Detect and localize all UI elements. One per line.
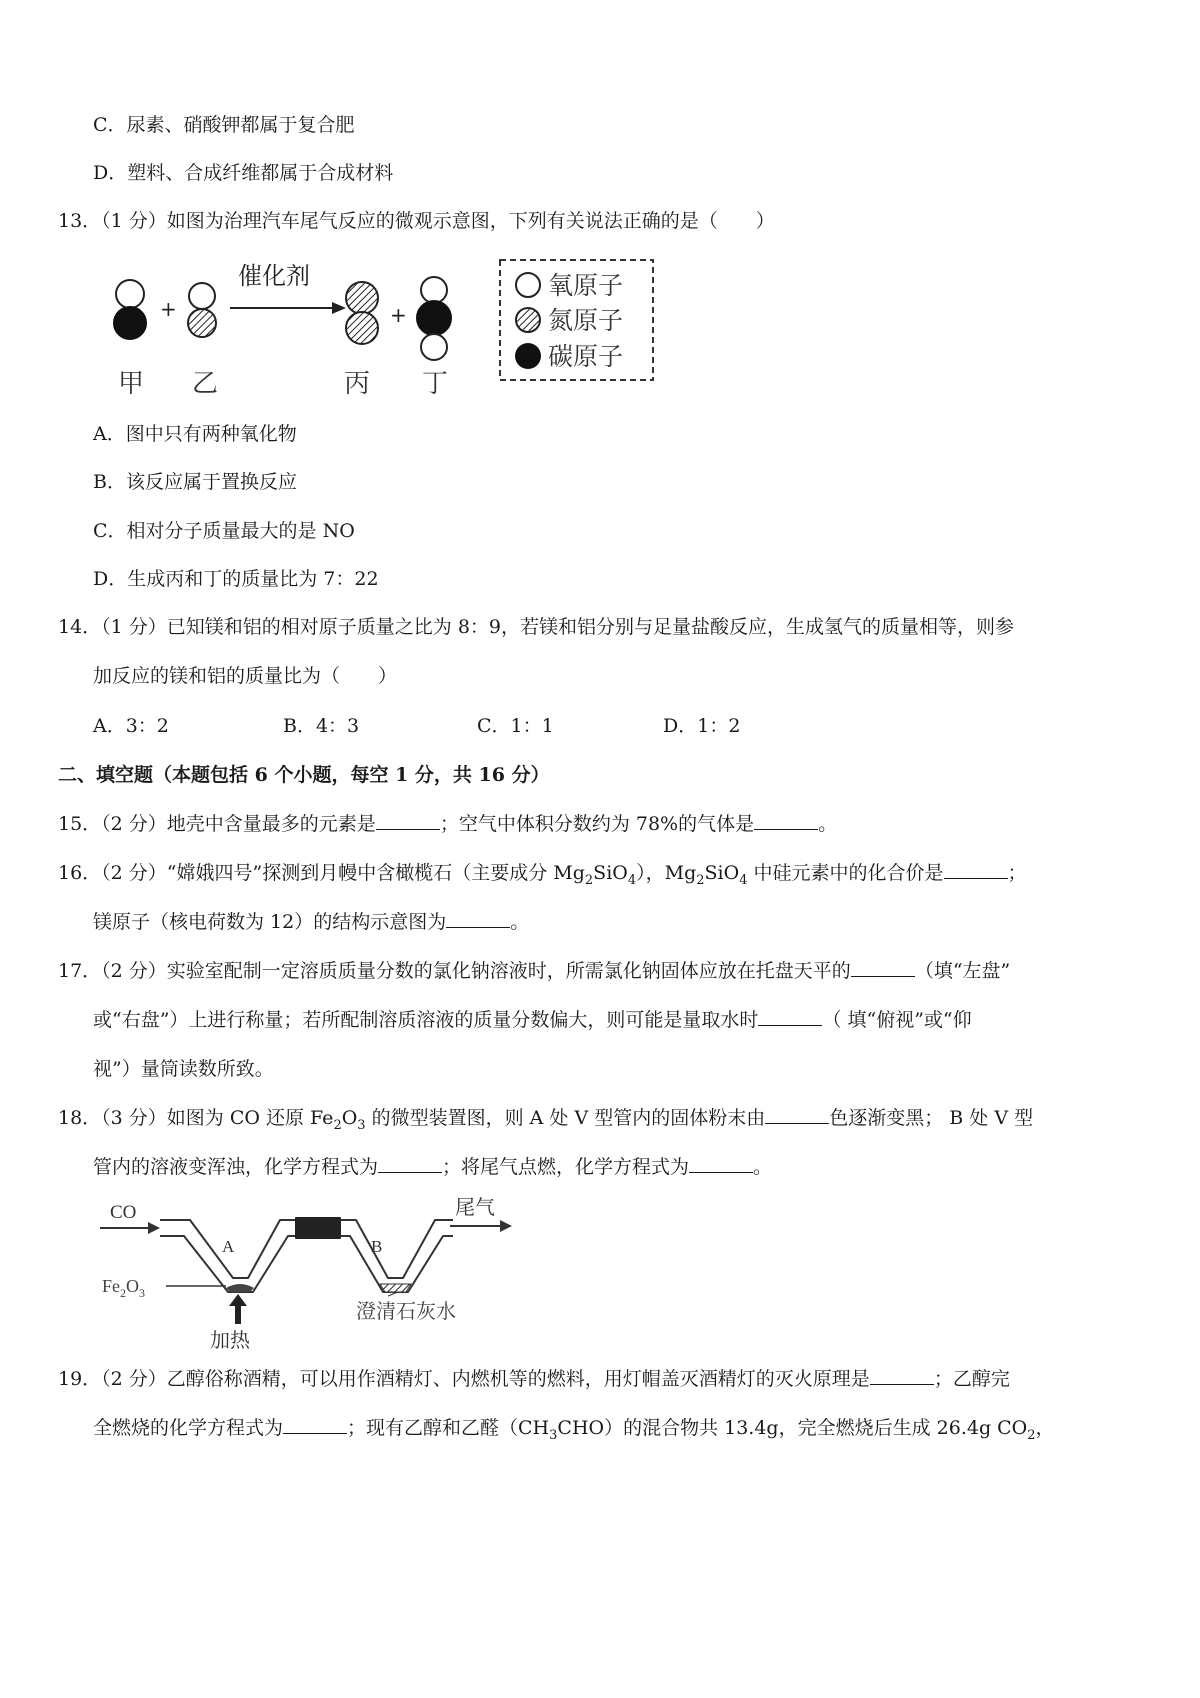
fe2o3-powder bbox=[226, 1284, 254, 1292]
q14-stem-line2: 加反应的镁和铝的质量比为（ ） bbox=[93, 665, 398, 687]
q17-line1: 17．（2 分）实验室配制一定溶质质量分数的氯化钠溶液时，所需氯化钠固体应放在托盘天平的 （填“左盘” bbox=[58, 960, 1011, 982]
label-ding: 丁 bbox=[422, 369, 449, 399]
label-bing: 丙 bbox=[344, 369, 371, 399]
molecule-bing bbox=[346, 282, 378, 344]
q14-option-a: A．3：2 bbox=[93, 715, 169, 737]
tail-gas-label: 尾气 bbox=[455, 1195, 495, 1219]
plus-sign: + bbox=[390, 303, 407, 327]
inlet-arrow bbox=[148, 1222, 160, 1234]
label-a: A bbox=[222, 1237, 235, 1256]
plus-sign: + bbox=[160, 297, 177, 321]
fe2o3-label: $Fe_2O_3$ bbox=[102, 1276, 145, 1300]
q13-option-c: C．相对分子质量最大的是 NO bbox=[93, 520, 355, 542]
q14-option-d: D．1：2 bbox=[663, 715, 741, 737]
q14-option-b: B．4：3 bbox=[283, 715, 360, 737]
q17-line2: 或“右盘”）上进行称量；若所配制溶质溶液的质量分数偏大，则可能是量取水时 （ 填“俯视”或“仰 bbox=[93, 1009, 972, 1031]
q13-option-d: D．生成丙和丁的质量比为 7：22 bbox=[93, 568, 379, 590]
q18-line1: 18．（3 分）如图为 CO 还原 $Fe_2O_3$ 的微型装置图，则 A 处 V 型管内的固体粉末由 色逐渐变黑； B 处 V 型 bbox=[58, 1107, 1034, 1133]
oxygen-atom bbox=[189, 283, 215, 309]
label-yi: 乙 bbox=[192, 369, 219, 399]
answer-blank[interactable] bbox=[378, 1154, 442, 1173]
legend-oxygen: 氧原子 bbox=[548, 271, 624, 300]
q14-option-c: C．1：1 bbox=[477, 715, 554, 737]
q15: 15．（2 分）地壳中含量最多的元素是 ；空气中体积分数约为 78%的气体是 。 bbox=[58, 813, 838, 835]
q19-line2: 全燃烧的化学方程式为 ；现有乙醇和乙醛$(CH_3CHO)$的混合物共 13.4g，完全燃烧后生成 26.4g $CO_2$， bbox=[93, 1417, 1055, 1443]
answer-blank[interactable] bbox=[758, 1007, 822, 1026]
q17-line3: 视”）量筒读数所致。 bbox=[93, 1058, 274, 1080]
co-reduction-apparatus-diagram bbox=[98, 1192, 528, 1352]
q13-stem: 13．（1 分）如图为治理汽车尾气反应的微观示意图，下列有关说法正确的是（ ） bbox=[58, 210, 775, 232]
answer-blank[interactable] bbox=[689, 1154, 753, 1173]
nitrogen-atom bbox=[346, 282, 378, 314]
legend-carbon: 碳原子 bbox=[548, 342, 624, 371]
q16-line1: 16．（2 分）“嫦娥四号”探测到月幔中含橄榄石（主要成分 $Mg_2SiO_4$），$Mg_2SiO_4$ 中硅元素中的化合价是 ； bbox=[58, 862, 1027, 888]
answer-blank[interactable] bbox=[944, 860, 1008, 879]
nitrogen-atom bbox=[188, 309, 216, 337]
nitrogen-atom bbox=[346, 312, 378, 344]
oxygen-atom bbox=[421, 334, 447, 360]
oxygen-atom bbox=[421, 277, 447, 303]
q13-option-a: A．图中只有两种氧化物 bbox=[93, 423, 297, 445]
molecule-jia bbox=[114, 280, 146, 339]
oxygen-atom bbox=[116, 280, 144, 308]
molecule-ding bbox=[417, 277, 451, 360]
outlet-arrow bbox=[500, 1220, 512, 1232]
q16-line2: 镁原子（核电荷数为 12）的结构示意图为 。 bbox=[93, 911, 530, 933]
co-label: CO bbox=[110, 1202, 137, 1223]
carbon-atom bbox=[417, 301, 451, 335]
answer-blank[interactable] bbox=[765, 1105, 829, 1124]
catalyst-label: 催化剂 bbox=[238, 262, 310, 290]
q12-option-d: D．塑料、合成纤维都属于合成材料 bbox=[93, 162, 394, 184]
carbon-atom bbox=[114, 307, 146, 339]
q14-stem-line1: 14．（1 分）已知镁和铝的相对原子质量之比为 8：9，若镁和铝分别与足量盐酸反应，生成氢气的质量相等，则参 bbox=[58, 616, 1015, 638]
answer-blank[interactable] bbox=[376, 811, 440, 830]
heat-label: 加热 bbox=[210, 1328, 250, 1352]
answer-blank[interactable] bbox=[754, 811, 818, 830]
reaction-arrow bbox=[332, 302, 346, 314]
q12-option-c: C．尿素、硝酸钾都属于复合肥 bbox=[93, 114, 355, 136]
q18-line2: 管内的溶液变浑浊，化学方程式为 ；将尾气点燃，化学方程式为 。 bbox=[93, 1156, 773, 1178]
limewater-label: 澄清石灰水 bbox=[356, 1299, 456, 1323]
reaction-micro-diagram bbox=[100, 250, 670, 410]
answer-blank[interactable] bbox=[283, 1415, 347, 1434]
answer-blank[interactable] bbox=[446, 909, 510, 928]
rubber-connector bbox=[296, 1218, 340, 1238]
section-heading-fill-in: 二、填空题（本题包括 6 个小题，每空 1 分，共 16 分） bbox=[58, 764, 550, 786]
label-b: B bbox=[371, 1237, 383, 1256]
v-tube bbox=[160, 1218, 453, 1292]
q19-line1: 19．（2 分）乙醇俗称酒精，可以用作酒精灯、内燃机等的燃料，用灯帽盖灭酒精灯的灭火原理是 ；乙醇完 bbox=[58, 1368, 1010, 1390]
label-jia: 甲 bbox=[118, 369, 145, 399]
limewater-liquid bbox=[380, 1284, 411, 1292]
answer-blank[interactable] bbox=[870, 1366, 934, 1385]
molecule-yi bbox=[188, 283, 216, 337]
answer-blank[interactable] bbox=[851, 958, 915, 977]
legend-nitrogen: 氮原子 bbox=[548, 306, 624, 335]
q13-option-b: B．该反应属于置换反应 bbox=[93, 471, 297, 493]
heat-arrow bbox=[229, 1294, 247, 1306]
